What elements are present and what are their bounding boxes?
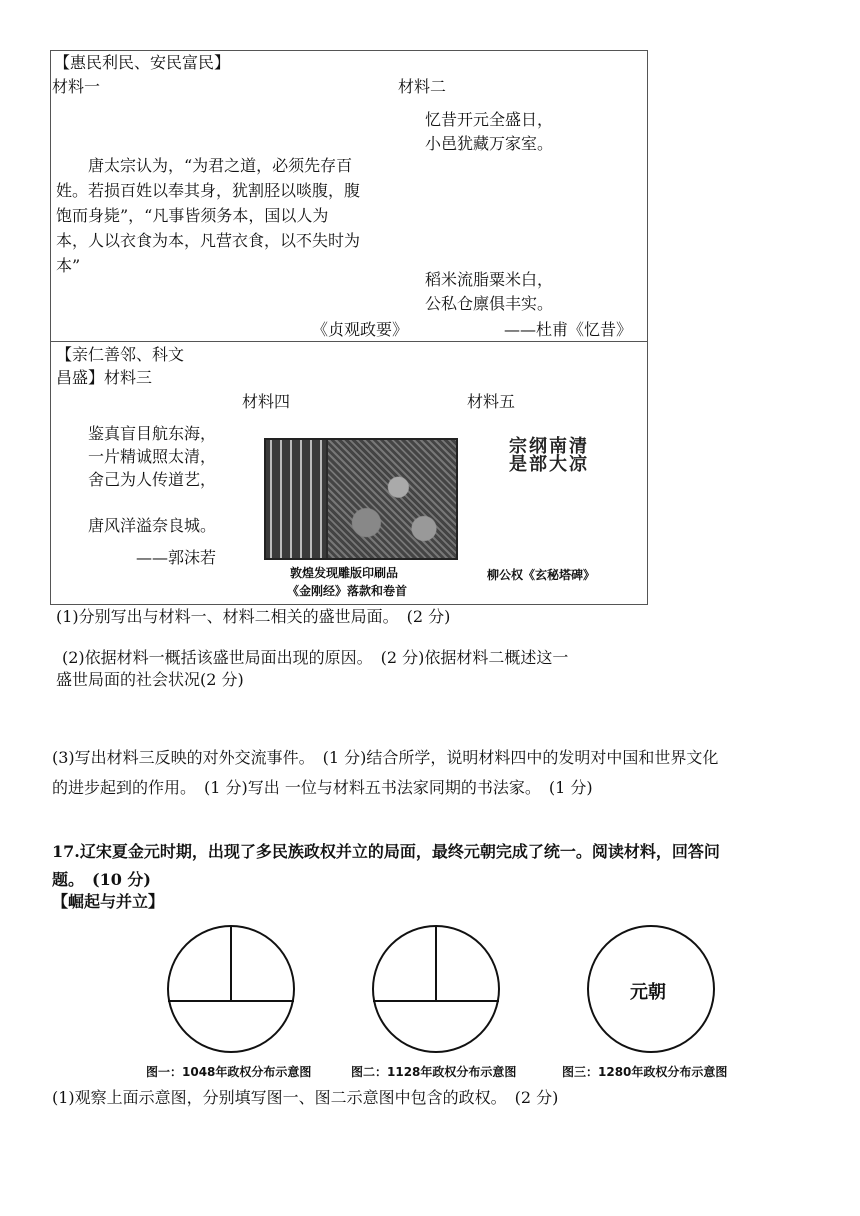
material-5-label: 材料五 [467,392,516,411]
poem-line: 小邑犹藏万家室。 [425,134,554,153]
poem-line: 稻米流脂粟米白， [425,270,554,289]
poem-line: 忆昔开元全盛日， [425,110,554,129]
sutra-caption-line2: 《金刚经》落款和卷首 [287,584,408,598]
box1-header: 【惠民利民、安民富民】 [54,53,231,72]
figure-2-circle [373,926,499,1052]
sutra-text-columns [266,440,326,558]
jianzhen-poem-line: 舍己为人传道艺， [88,470,217,489]
sutra-caption-line1: 敦煌发现雕版印刷品 [290,566,399,580]
material-2-label: 材料二 [398,77,447,96]
material-1-line: 本” [56,256,81,275]
material-1-line: 唐太宗认为，“为君之道，必须先存百 [88,156,353,175]
box2-left-border [50,341,51,605]
question-3-line2: 的进步起到的作用。 (1 分)写出 一位与材料五书法家同期的书法家。 (1 分) [52,778,593,797]
jianzhen-poem-line: 鉴真盲目航东海， [88,424,217,443]
box2-header-line1: 【亲仁善邻、科文 [56,345,185,364]
material-1-line: 饱而身毙”，“凡事皆须务本，国以人为 [56,206,329,225]
question-2-line1: (2)依据材料一概括该盛世局面出现的原因。 (2 分)依据材料二概述这一 [62,648,569,667]
material-1-text [56,153,360,278]
question-1: (1)分别写出与材料一、材料二相关的盛世局面。 (2 分) [56,607,451,626]
material-1-line: 姓。若损百姓以奉其身，犹割胫以啖腹，腹 [56,181,361,200]
figure-1-circle [168,926,294,1052]
sutra-frontispiece-art [328,440,456,558]
material-1-source: 《贞观政要》 [312,320,409,339]
poem-line: 公私仓廪俱丰实。 [425,294,554,313]
figure-3-caption: 图三：1280年政权分布示意图 [562,1065,728,1079]
stele-column: 宗是 [506,436,527,472]
q17-line2: 题。 (10 分) [52,870,151,889]
xuanmi-stele-image [506,434,586,554]
box1-right-border [647,50,648,605]
figure-3-label: 元朝 [630,982,666,1003]
stele-column: 南大 [546,436,567,472]
box2-header-line2: 昌盛】材料三 [56,368,153,387]
question-3-line1: (3)写出材料三反映的对外交流事件。 (1 分)结合所学，说明材料四中的发明对中国和世界文化 [52,748,719,767]
diamond-sutra-image [264,438,458,560]
figure-2-caption: 图二：1128年政权分布示意图 [351,1065,517,1079]
figure-1-caption: 图一：1048年政权分布示意图 [146,1065,312,1079]
material-1-line: 本，人以衣食为本，凡营衣食，以不失时为 [56,231,361,250]
material-1-label: 材料一 [52,77,101,96]
material-2-source: ——杜甫《忆昔》 [504,320,633,339]
jianzhen-poem-line: 唐风洋溢奈良城。 [88,516,217,535]
stele-column: 纲部 [526,436,547,472]
stele-caption: 柳公权《玄秘塔碑》 [487,568,596,582]
question-2-line2: 盛世局面的社会状况(2 分) [56,670,244,689]
jianzhen-poem-source: ——郭沫若 [136,548,217,567]
jianzhen-poem-line: 一片精诚照太清， [88,447,217,466]
material-4-label: 材料四 [242,392,291,411]
stele-column: 清凉 [566,436,587,472]
q17-line1: 17.辽宋夏金元时期，出现了多民族政权并立的局面，最终元朝完成了统一。阅读材料，回答问 [52,842,720,861]
q17-section-title: 【崛起与并立】 [52,892,165,911]
q17-question-1: (1)观察上面示意图，分别填写图一、图二示意图中包含的政权。 (2 分) [52,1088,559,1107]
box1-left-border [50,50,51,342]
